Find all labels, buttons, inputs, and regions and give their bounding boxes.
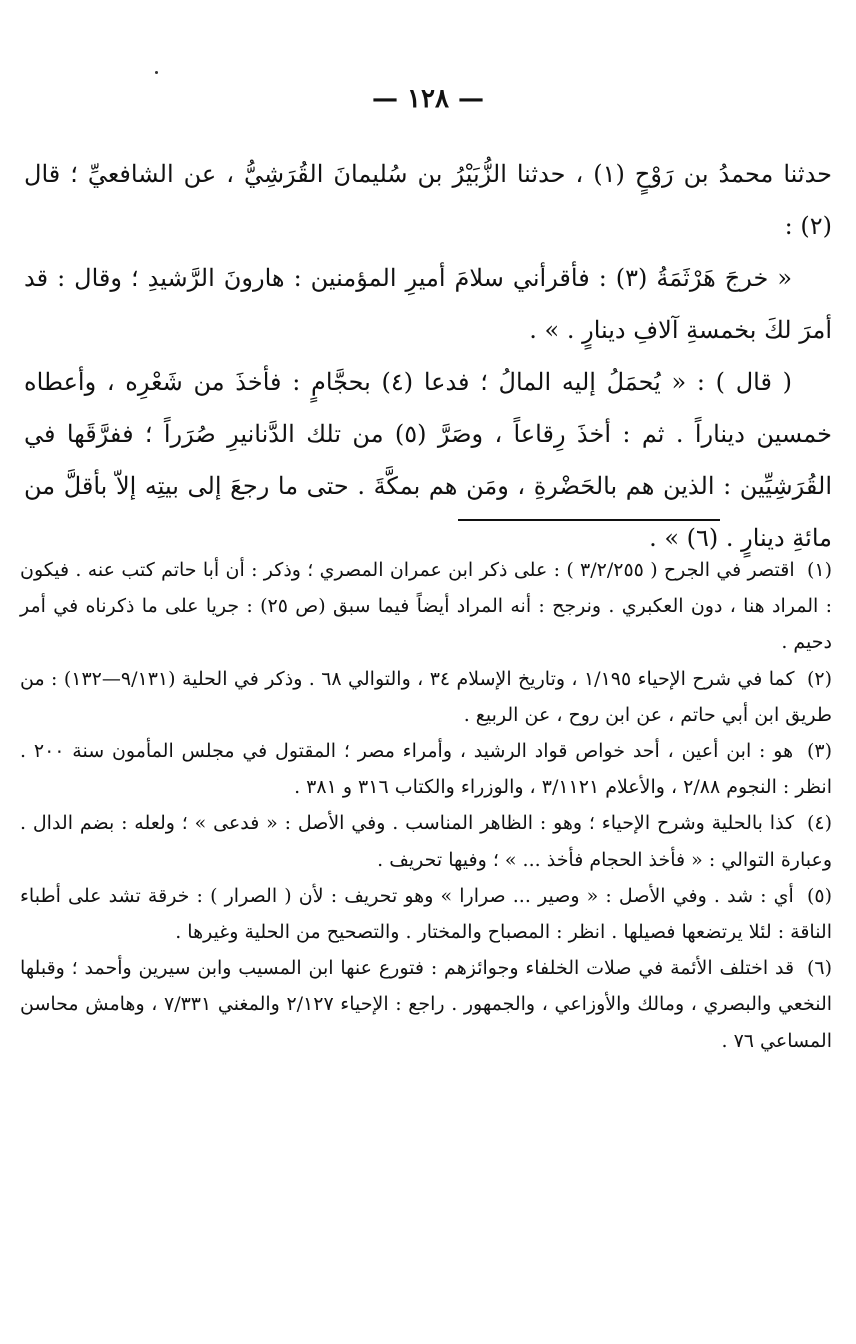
paragraph-isnad: حدثنا محمدُ بن رَوْحٍ (١) ، حدثنا الزُّبَيْرُ بن سُليمانَ القُرَشِيُّ ، عن الشافعيِّ ؛ قال (٢) : [24,160,832,240]
footnote-1 [20,552,832,661]
footnote-4 [20,805,832,877]
footnote-text: قد اختلف الأئمة في صلات الخلفاء وجوائزهم : فتورع عنها ابن المسيب وابن سيرين وأحمد ؛ وقبلها النخعي والبصري ، ومالك والأوزاعي ، والجمهور . راجع : الإحياء ٢/١٢٧ والمغني ٧/٣٣١ ، وهامش محاسن المساعي ٧٦ . [20,957,833,1052]
footnote-5 [20,878,832,950]
footnote-text: كذا بالحلية وشرح الإحياء ؛ وهو : الظاهر المناسب . وفي الأصل : « فدعى » ؛ ولعله : بضم الدال . وعبارة التوالي : « فأخذ الحجام فأخذ ... » ؛ وفيها تحريف . [20,812,832,871]
footnote-text: أي : شد . وفي الأصل : « وصير ... صرارا » وهو تحريف : لأن ( الصرار ) : خرقة تشد على أطباء الناقة : لئلا يرتضعها فصيلها . انظر : المصباح والمختار . والتصحيح من الحلية وغيرها . [20,884,832,944]
footnote-number: (٢) [806,667,832,690]
footnote-number: (٤) [806,812,832,835]
footnote-number: (٦) [806,957,832,980]
footnote-6 [20,950,832,1059]
footnote-number: (٣) [806,740,832,763]
page-number: — ١٢٨ — [371,84,485,114]
footnote-text: اقتصر في الجرح ( ٣/٢/٢٥٥ ) : على ذكر ابن عمران المصري ؛ وذكر : أن أبا حاتم كتب عنه . فيكون : المراد هنا ، دون العكبري . ونرجح : أنه المراد أيضاً فيما سبق (ص ٢٥) : جريا على ما ذكرناه في أمر دحيم . [20,559,832,654]
footnote-number: (١) [806,559,832,581]
footnote-separator [458,519,720,521]
footnote-2 [20,661,832,733]
main-text [24,148,832,564]
footnote-number: (٥) [806,884,832,907]
footnote-3 [20,733,832,805]
paragraph-distribution: ( قال ) : « يُحمَلُ إليه المالُ ؛ فدعا (٤) بحجَّامٍ : فأخذَ من شَعْرِه ، وأعطاه خمسين ديناراً . ثم : أخذَ رِقاعاً ، وصَرَّ (٥) من تلك الدَّنانيرِ صُرَراً ؛ ففرَّقَها في القُرَشِيِّين : الذين هم بالحَضْرةِ ، ومَن هم بمكَّةَ . حتى ما رجعَ إلى بيتِه إلاّ بأقلَّ من مائةِ دينارٍ . (٦) » . [24,368,832,552]
footnote-text: هو : ابن أعين ، أحد خواص قواد الرشيد ، وأمراء مصر ؛ المقتول في مجلس المأمون سنة ٢٠٠ . انظر : النجوم ٢/٨٨ ، والأعلام ٣/١١٢١ ، والوزراء والكتاب ٣١٦ و ٣٨١ . [20,740,832,799]
paragraph-harthama: « خرجَ هَرْثَمَةُ (٣) : فأقرأني سلامَ أميرِ المؤمنين : هارونَ الرَّشيدِ ؛ وقال : قد أمرَ لكَ بخمسةِ آلافِ دينارٍ . » . [24,264,832,344]
print-speck [155,71,158,74]
footnote-text: كما في شرح الإحياء ١/١٩٥ ، وتاريخ الإسلام ٣٤ ، والتوالي ٦٨ . وذكر في الحلية (٩/١٣١—١٣٢) : من طريق ابن أبي حاتم ، عن ابن روح ، عن الربيع . [20,667,832,726]
footnotes [20,552,832,1059]
